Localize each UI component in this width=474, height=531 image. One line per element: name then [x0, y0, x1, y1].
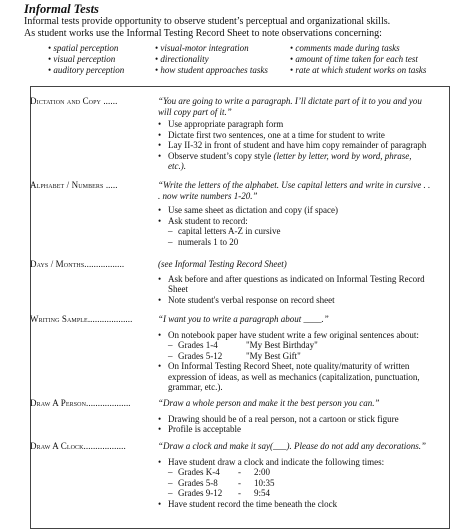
observation-item: • amount of time taken for each test — [290, 54, 426, 65]
bullet-item: grammar, etc.). — [168, 382, 223, 392]
section-alphabet — [30, 180, 440, 247]
grade-topic: – Grades 5-12 "My Best Gift" — [168, 350, 301, 361]
observation-item: • spatial perception — [48, 43, 124, 54]
section-instruction: “I want you to write a paragraph about ____.” — [158, 314, 329, 324]
section-instruction: (see Informal Testing Record Sheet) — [158, 259, 287, 269]
intro-line: Informal tests provide opportunity to observe student’s perceptual and organizational skills. — [24, 16, 391, 27]
section-days — [30, 259, 440, 305]
section-label: Draw A Clock.................. — [30, 441, 126, 451]
section-instruction: “Draw a clock and make it say(___). Please do not add any decorations.” — [158, 441, 426, 451]
instruction-line: will copy part of it.” — [158, 106, 232, 117]
bullet-item: • On notebook paper have student write a few original sentences about: — [158, 329, 419, 340]
bullet-item: • Ask before and after questions as indicated on Informal Testing Record — [158, 273, 425, 284]
bullet-item: • Use appropriate paragraph form — [158, 119, 284, 129]
bullet-item: • Have student draw a clock and indicate the following times: — [158, 456, 385, 467]
section-instruction — [158, 180, 430, 201]
bullet-item: expression of ideas, as well as mechanics (capitalization, punctuation, — [168, 371, 420, 382]
bullet-item: Sheet — [168, 284, 188, 294]
intro-line: As student works use the Informal Testing Record Sheet to note observations concerning: — [24, 28, 382, 39]
section-label: Alphabet / Numbers ..... — [30, 180, 118, 190]
instruction-line: “You are going to write a paragraph. I’ll dictate part of it to you and you — [158, 96, 422, 106]
observation-item: • how student approaches tasks — [155, 65, 268, 76]
observation-column — [290, 43, 426, 76]
observation-item: • rate at which student works on tasks — [290, 65, 426, 76]
bullet-item: • Use same sheet as dictation and copy (if space) — [158, 205, 338, 215]
section-label: Dictation and Copy ...... — [30, 96, 118, 106]
observation-item: • auditory perception — [48, 65, 124, 76]
observation-item: • directionality — [155, 54, 268, 65]
observation-column — [155, 43, 268, 76]
bullet-item: • On Informal Testing Record Sheet, note quality/maturity of written — [158, 361, 410, 371]
instruction-line: “Write the letters of the alphabet. Use capital letters and write in cursive . . — [158, 180, 431, 190]
section-instruction: “Draw a whole person and make it the best person you can.” — [158, 398, 380, 408]
sub-item: – capital letters A-Z in cursive — [168, 226, 281, 236]
sub-item: – numerals 1 to 20 — [168, 236, 239, 247]
section-clock — [30, 441, 440, 509]
section-person — [30, 398, 440, 435]
grade-time: – Grades K-4 - 2:00 — [168, 467, 271, 477]
section-instruction — [158, 96, 422, 117]
bullet-item: • Note student's verbal response on record sheet — [158, 294, 335, 305]
section-label: Draw A Person................... — [30, 398, 131, 408]
grade-time: – Grades 5-8 - 10:35 — [168, 477, 275, 488]
page-title: Informal Tests — [24, 2, 99, 16]
bullet-item: • Have student record the time beneath the clock — [158, 498, 338, 509]
bullet-item: etc.). — [168, 161, 186, 171]
section-dictation — [30, 96, 440, 172]
instruction-line: . now write numbers 1-20.” — [158, 190, 258, 201]
bullet-item: • Lay II-32 in front of student and have him copy remainder of paragraph — [158, 140, 427, 150]
grade-topic: – Grades 1-4 "My Best Birthday" — [168, 340, 318, 350]
bullet-item: • Dictate first two sentences, one at a time for student to write — [158, 129, 385, 140]
section-label: Days / Months................. — [30, 259, 125, 269]
section-writing — [30, 314, 440, 393]
bullet-item: • Ask student to record: — [158, 215, 248, 226]
intro-text — [24, 16, 464, 40]
observation-item: • visual-motor integration — [155, 43, 268, 54]
observation-column — [48, 43, 124, 76]
observation-item: • visual perception — [48, 54, 124, 65]
section-label: Writing Sample................... — [30, 314, 133, 324]
observation-item: • comments made during tasks — [290, 43, 426, 54]
bullet-item: • Drawing should be of a real person, not a cartoon or stick figure — [158, 413, 399, 424]
grade-time: – Grades 9-12 - 9:54 — [168, 488, 271, 498]
bullet-item: • Profile is acceptable — [158, 424, 241, 434]
bullet-item: • Observe student’s copy style (letter by letter, word by word, phrase, — [158, 150, 412, 161]
